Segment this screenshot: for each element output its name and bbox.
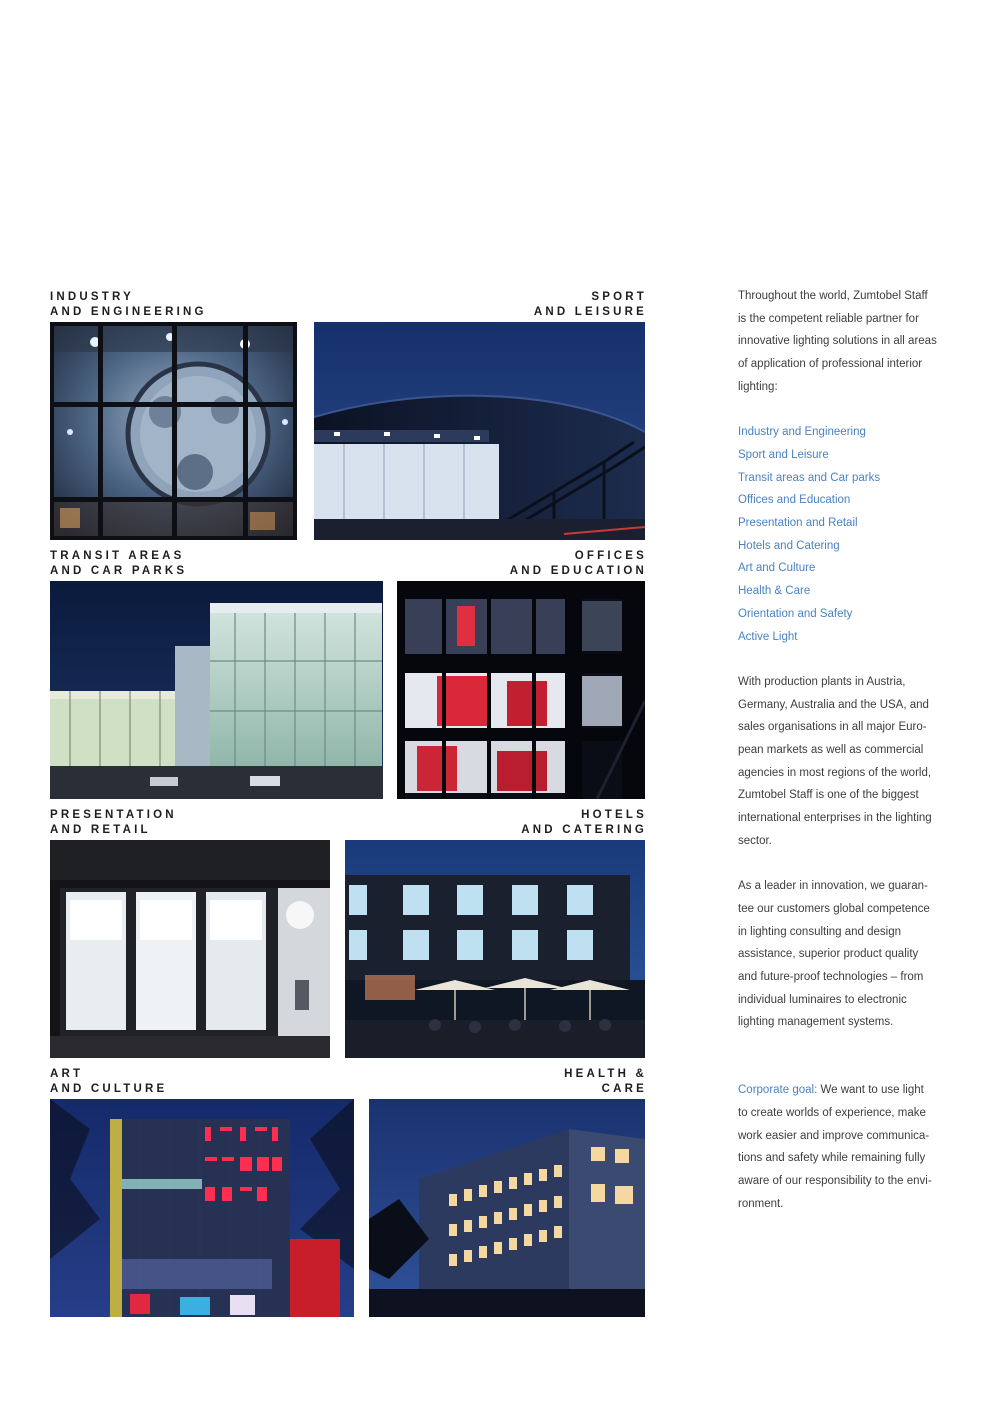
- caption-presentation: [50, 808, 177, 838]
- caption-line: ART: [50, 1068, 84, 1080]
- caption-offices: [510, 549, 647, 579]
- goal-paragraph: [738, 1079, 953, 1215]
- intro-line: lighting:: [738, 380, 778, 393]
- culture-building-photo: [50, 1099, 354, 1317]
- retail-showroom-photo: [50, 840, 330, 1058]
- intro-paragraph: [738, 285, 953, 399]
- leader-line: in lighting consulting and design: [738, 925, 902, 938]
- production-line: Zumtobel Staff is one of the biggest: [738, 789, 919, 802]
- production-line: Germany, Australia and the USA, and: [738, 698, 929, 711]
- production-line: international enterprises in the lighting: [738, 812, 932, 825]
- caption-art: [50, 1067, 167, 1097]
- application-item[interactable]: Hotels and Catering: [738, 539, 840, 552]
- caption-transit: [50, 549, 187, 579]
- leader-line: tee our customers global competence: [738, 902, 930, 915]
- application-item[interactable]: Sport and Leisure: [738, 448, 829, 461]
- application-item[interactable]: Transit areas and Car parks: [738, 471, 881, 484]
- application-item[interactable]: Health & Care: [738, 585, 811, 598]
- production-line: pean markets as well as commercial: [738, 744, 924, 757]
- leader-paragraph: [738, 875, 953, 1034]
- leader-line: lighting management systems.: [738, 1016, 894, 1029]
- application-item[interactable]: Offices and Education: [738, 494, 851, 507]
- leader-line: and future-proof technologies – from: [738, 971, 924, 984]
- caption-line: HEALTH &: [564, 1068, 647, 1080]
- caption-line: SPORT: [591, 291, 647, 303]
- transit-terminal-photo: [50, 581, 383, 799]
- goal-line: work easier and improve communica-: [738, 1129, 930, 1142]
- caption-sport: [534, 290, 647, 320]
- caption-line: AND RETAIL: [50, 824, 151, 836]
- production-line: sector.: [738, 834, 772, 847]
- office-facade-photo: [397, 581, 645, 799]
- production-line: With production plants in Austria,: [738, 675, 906, 688]
- sports-arena-photo: [314, 322, 645, 540]
- applications-list: [738, 421, 953, 648]
- caption-line: INDUSTRY: [50, 291, 134, 303]
- caption-line: AND CAR PARKS: [50, 565, 188, 577]
- leader-line: assistance, superior product quality: [738, 948, 919, 961]
- application-item[interactable]: Art and Culture: [738, 562, 816, 575]
- goal-line: to create worlds of experience, make: [738, 1106, 926, 1119]
- caption-hotels: [521, 808, 647, 838]
- text-column: [738, 285, 953, 1215]
- application-item[interactable]: Orientation and Safety: [738, 607, 853, 620]
- production-paragraph: [738, 671, 953, 853]
- caption-line: AND CULTURE: [50, 1083, 168, 1095]
- caption-line: CARE: [601, 1083, 647, 1095]
- production-line: agencies in most regions of the world,: [738, 766, 932, 779]
- leader-line: individual luminaires to electronic: [738, 993, 907, 1006]
- caption-line: AND EDUCATION: [509, 565, 647, 577]
- intro-line: is the competent reliable partner for: [738, 312, 919, 325]
- application-item[interactable]: Presentation and Retail: [738, 517, 858, 530]
- goal-line: aware of our responsibility to the envi-: [738, 1174, 932, 1187]
- goal-label: Corporate goal:: [738, 1084, 818, 1097]
- caption-line: AND ENGINEERING: [50, 306, 207, 318]
- caption-health: [564, 1067, 647, 1097]
- industrial-hall-photo: [50, 322, 297, 540]
- hotel-terrace-photo: [345, 840, 645, 1058]
- caption-line: AND CATERING: [521, 824, 647, 836]
- caption-line: OFFICES: [574, 550, 647, 562]
- intro-line: innovative lighting solutions in all areas: [738, 335, 937, 348]
- caption-industry: [50, 290, 207, 320]
- goal-line: ronment.: [738, 1197, 784, 1210]
- application-item[interactable]: Industry and Engineering: [738, 426, 866, 439]
- caption-line: PRESENTATION: [50, 809, 177, 821]
- caption-line: HOTELS: [581, 809, 647, 821]
- goal-first-line: [738, 1079, 953, 1102]
- healthcare-building-photo: [369, 1099, 645, 1317]
- leader-line: As a leader in innovation, we guaran-: [738, 880, 928, 893]
- caption-line: AND LEISURE: [533, 306, 647, 318]
- goal-line: We want to use light: [817, 1084, 924, 1097]
- caption-line: TRANSIT AREAS: [50, 550, 185, 562]
- intro-line: Throughout the world, Zumtobel Staff: [738, 290, 928, 302]
- production-line: sales organisations in all major Euro-: [738, 721, 927, 734]
- goal-line: tions and safety while remaining fully: [738, 1152, 926, 1165]
- application-item[interactable]: Active Light: [738, 630, 798, 643]
- intro-line: of application of professional interior: [738, 358, 923, 371]
